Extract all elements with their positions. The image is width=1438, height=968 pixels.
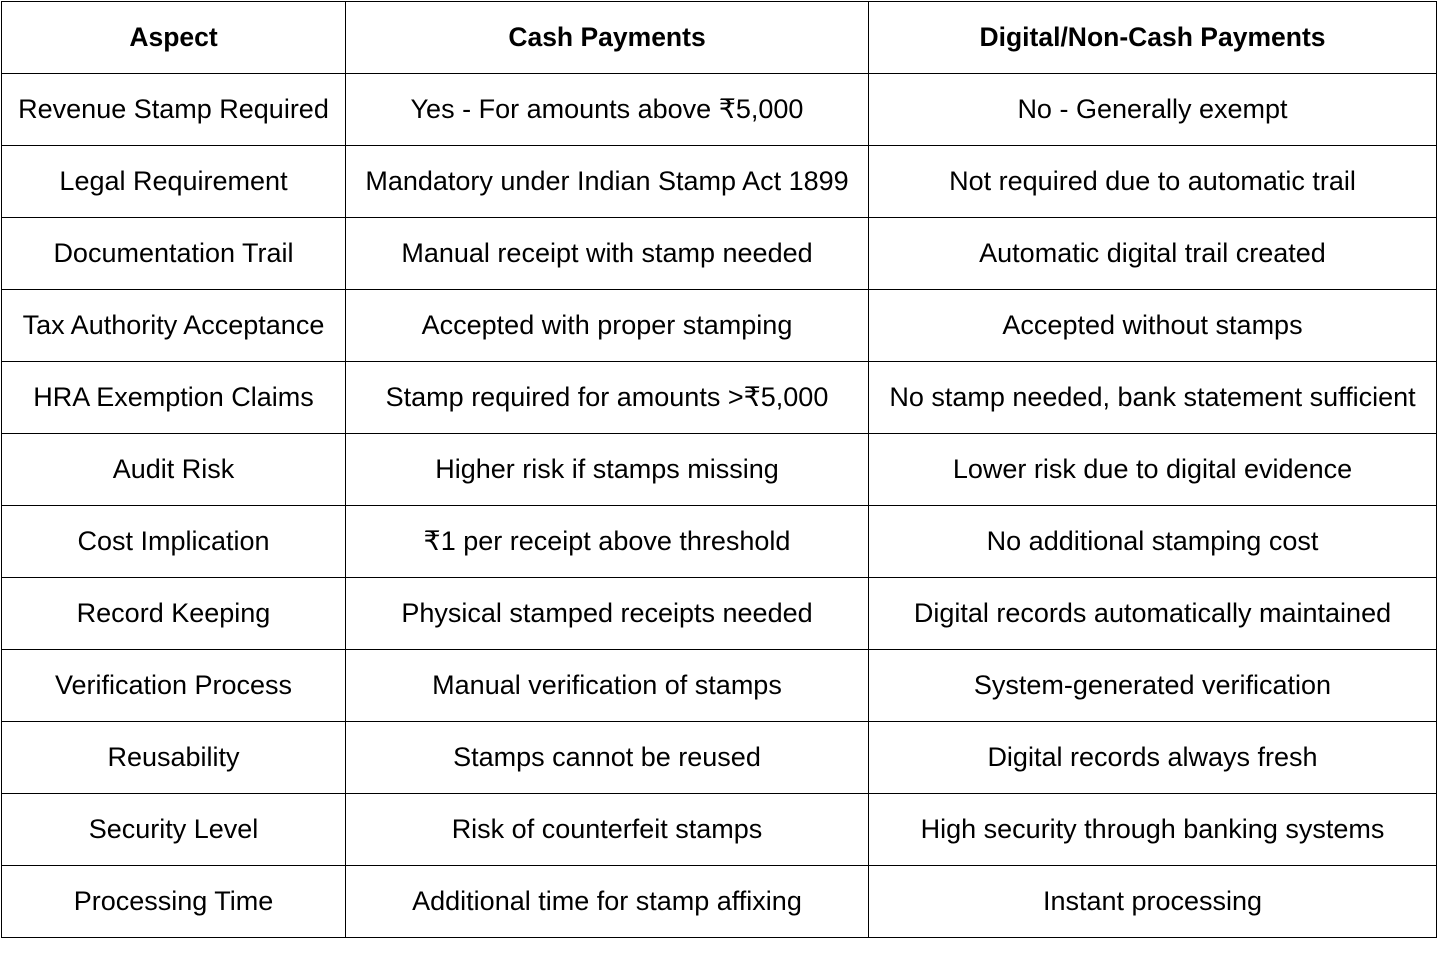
cell-cash: ₹1 per receipt above threshold xyxy=(346,506,869,578)
table-row xyxy=(2,290,1437,362)
cell-aspect: Tax Authority Acceptance xyxy=(2,290,346,362)
cell-aspect: Cost Implication xyxy=(2,506,346,578)
cell-aspect: Audit Risk xyxy=(2,434,346,506)
cell-digital: Digital records automatically maintained xyxy=(869,578,1437,650)
cell-aspect: Documentation Trail xyxy=(2,218,346,290)
cell-cash: Manual receipt with stamp needed xyxy=(346,218,869,290)
cell-digital: Not required due to automatic trail xyxy=(869,146,1437,218)
cell-cash: Higher risk if stamps missing xyxy=(346,434,869,506)
cell-cash: Physical stamped receipts needed xyxy=(346,578,869,650)
cell-cash: Stamps cannot be reused xyxy=(346,722,869,794)
header-digital-payments: Digital/Non-Cash Payments xyxy=(869,2,1437,74)
comparison-table xyxy=(1,1,1437,938)
cell-cash: Manual verification of stamps xyxy=(346,650,869,722)
cell-aspect: HRA Exemption Claims xyxy=(2,362,346,434)
cell-aspect: Revenue Stamp Required xyxy=(2,74,346,146)
table-header xyxy=(2,2,1437,74)
cell-aspect: Legal Requirement xyxy=(2,146,346,218)
cell-digital: Instant processing xyxy=(869,866,1437,938)
cell-digital: Accepted without stamps xyxy=(869,290,1437,362)
cell-digital: System-generated verification xyxy=(869,650,1437,722)
header-row xyxy=(2,2,1437,74)
cell-cash: Accepted with proper stamping xyxy=(346,290,869,362)
table-row xyxy=(2,146,1437,218)
table-row xyxy=(2,650,1437,722)
table-row xyxy=(2,362,1437,434)
cell-aspect: Reusability xyxy=(2,722,346,794)
cell-digital: Digital records always fresh xyxy=(869,722,1437,794)
cell-digital: No additional stamping cost xyxy=(869,506,1437,578)
table-row xyxy=(2,578,1437,650)
table-row xyxy=(2,794,1437,866)
cell-digital: Automatic digital trail created xyxy=(869,218,1437,290)
cell-digital: High security through banking systems xyxy=(869,794,1437,866)
cell-cash: Mandatory under Indian Stamp Act 1899 xyxy=(346,146,869,218)
cell-cash: Additional time for stamp affixing xyxy=(346,866,869,938)
cell-aspect: Security Level xyxy=(2,794,346,866)
cell-aspect: Processing Time xyxy=(2,866,346,938)
header-aspect: Aspect xyxy=(2,2,346,74)
cell-aspect: Record Keeping xyxy=(2,578,346,650)
table-body xyxy=(2,74,1437,938)
cell-cash: Stamp required for amounts >₹5,000 xyxy=(346,362,869,434)
table-row xyxy=(2,218,1437,290)
cell-cash: Risk of counterfeit stamps xyxy=(346,794,869,866)
cell-digital: Lower risk due to digital evidence xyxy=(869,434,1437,506)
table-row xyxy=(2,722,1437,794)
header-cash-payments: Cash Payments xyxy=(346,2,869,74)
cell-digital: No - Generally exempt xyxy=(869,74,1437,146)
cell-aspect: Verification Process xyxy=(2,650,346,722)
table-row xyxy=(2,434,1437,506)
cell-digital: No stamp needed, bank statement sufficient xyxy=(869,362,1437,434)
table-row xyxy=(2,506,1437,578)
cell-cash: Yes - For amounts above ₹5,000 xyxy=(346,74,869,146)
table-row xyxy=(2,866,1437,938)
table-row xyxy=(2,74,1437,146)
